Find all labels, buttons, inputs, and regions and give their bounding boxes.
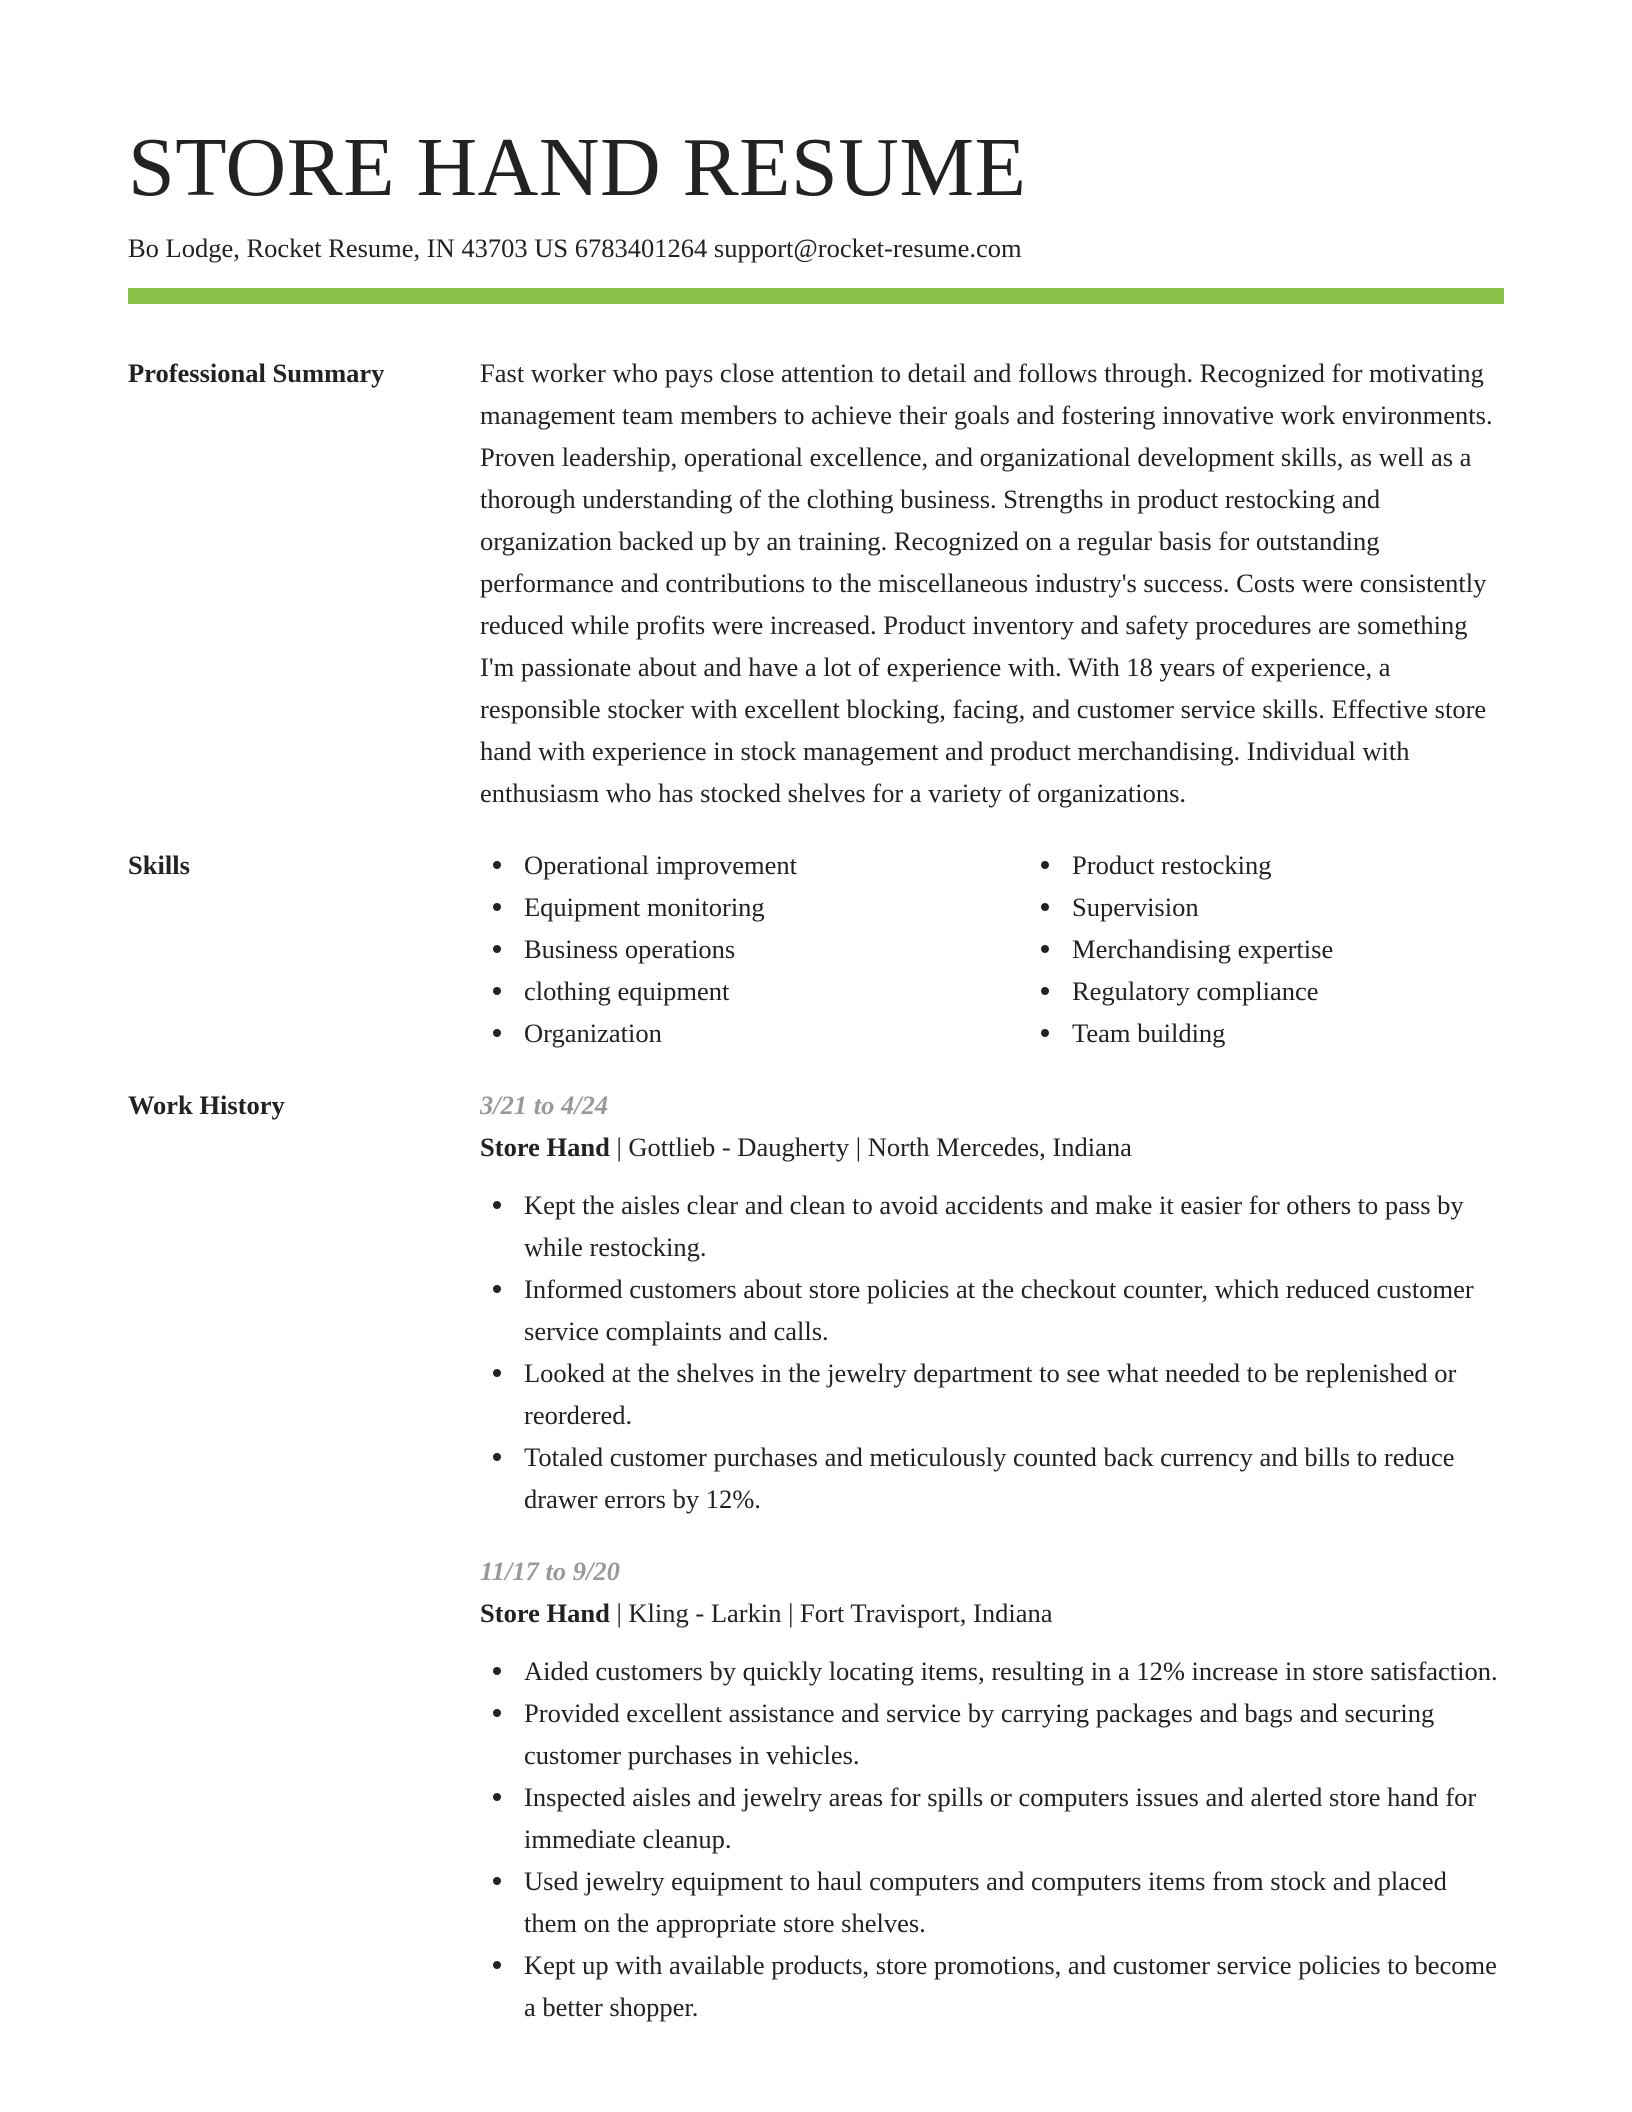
skills-section [128,844,1504,1054]
skills-column-left [480,844,1028,1054]
skill-item: Equipment monitoring [524,886,1028,928]
job-bullet: Looked at the shelves in the jewelry department to see what needed to be replenished or reordered. [524,1352,1504,1436]
resume-title: STORE HAND RESUME [128,121,1027,214]
job-heading [480,1126,1504,1168]
section-label-work: Work History [128,1090,285,1120]
work-history-section [128,1084,1504,2028]
skill-item: Team building [1072,1012,1576,1054]
skills-column-right [1028,844,1576,1054]
skill-item: Regulatory compliance [1072,970,1576,1012]
job-bullet: Kept up with available products, store promotions, and customer service policies to become a better shopper. [524,1944,1504,2028]
skill-item: Product restocking [1072,844,1576,886]
job-title: Store Hand [480,1132,610,1162]
job-dates: 3/21 to 4/24 [480,1090,609,1120]
job-dates: 11/17 to 9/20 [480,1556,620,1586]
skill-item: Merchandising expertise [1072,928,1576,970]
skill-item: Organization [524,1012,1028,1054]
skill-item: Operational improvement [524,844,1028,886]
job-details: | Gottlieb - Daugherty | North Mercedes, Indiana [609,1132,1132,1162]
job-bullet: Aided customers by quickly locating items, resulting in a 12% increase in store satisfaction. [524,1650,1504,1692]
skill-item: clothing equipment [524,970,1028,1012]
skill-item: Business operations [524,928,1028,970]
job-heading [480,1592,1504,1634]
job-bullet: Kept the aisles clear and clean to avoid accidents and make it easier for others to pass by while restocking. [524,1184,1504,1268]
job-bullet: Provided excellent assistance and service by carrying packages and bags and securing customer purchases in vehicles. [524,1692,1504,1776]
summary-text: Fast worker who pays close attention to detail and follows through. Recognized for motivating management team members to achieve their goals and fostering innovative work environments. Proven leadership, operational excellence, and organizational development skills, as well as a thorough understanding of the clothing business. Strengths in product restocking and organization backed up by an training. Recognized on a regular basis for outstanding performance and contributions to the miscellaneous industry's success. Costs were consistently reduced while profits were increased. Product inventory and safety procedures are something I'm passionate about and have a lot of experience with. With 18 years of experience, a responsible stocker with excellent blocking, facing, and customer service skills. Effective store hand with experience in stock management and product merchandising. Individual with enthusiasm who has stocked shelves for a variety of organizations. [480,358,1493,808]
skill-item: Supervision [1072,886,1576,928]
accent-divider [128,288,1504,304]
job-bullet: Totaled customer purchases and meticulously counted back currency and bills to reduce drawer errors by 12%. [524,1436,1504,1520]
work-history-body [480,1084,1504,2028]
resume-page [128,118,1504,2028]
job-details: | Kling - Larkin | Fort Travisport, Indiana [609,1598,1053,1628]
job-bullets [480,1184,1504,1520]
section-label-skills: Skills [128,850,190,880]
contact-line: Bo Lodge, Rocket Resume, IN 43703 US 6783401264 support@rocket-resume.com [128,233,1022,263]
professional-summary-section [128,352,1504,814]
job-bullet: Inspected aisles and jewelry areas for spills or computers issues and alerted store hand for immediate cleanup. [524,1776,1504,1860]
job-bullet: Used jewelry equipment to haul computers and computers items from stock and placed them on the appropriate store shelves. [524,1860,1504,1944]
job-title: Store Hand [480,1598,610,1628]
section-label-summary: Professional Summary [128,358,385,388]
skills-grid [480,844,1576,1054]
job-entry [480,1084,1504,1520]
job-bullets [480,1650,1504,2028]
job-bullet: Informed customers about store policies at the checkout counter, which reduced customer service complaints and calls. [524,1268,1504,1352]
job-entry [480,1550,1504,2028]
